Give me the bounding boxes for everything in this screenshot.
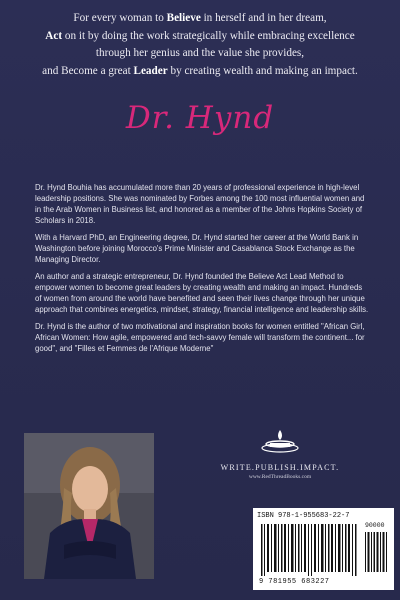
author-signature: Dr. Hynd — [125, 100, 275, 136]
quote-line-2 — [14, 28, 386, 46]
quote-keyword-act: Act — [45, 29, 63, 42]
quote-text: For every woman to — [73, 12, 167, 24]
quote-text: and Become a great — [42, 64, 134, 77]
publisher-block — [220, 428, 340, 480]
isbn-number: ISBN 978-1-955683-22-7 — [257, 512, 350, 520]
quote-keyword-leader: Leader — [133, 64, 168, 77]
publisher-logo-icon — [260, 428, 300, 454]
quote-text: by creating wealth and making an impact. — [167, 64, 358, 77]
author-bio — [35, 182, 369, 360]
quote-text: on it by doing the work strategically while embracing excellence — [62, 29, 355, 42]
bio-paragraph: An author and a strategic entrepreneur, Dr. Hynd founded the Believe Act Lead Method to empower women to become great leaders by creating wealth and making an impact. Hundreds of women from around the world have benefited and seen their lives change through her unique approach that combines energetics, mindset, strategy, financial intelligence and leadership skills. — [35, 272, 369, 314]
quote-line-3: through her genius and the value she provides, — [95, 47, 305, 59]
bio-paragraph: Dr. Hynd Bouhia has accumulated more than 20 years of professional experience in high-level leadership positions. She was nominated by Forbes among the 100 most influential women and in the Arab Women in Business list, and honored as a member of the Johns Hopkins Society of Scholars in 2018. — [35, 183, 365, 225]
bio-paragraph: Dr. Hynd is the author of two motivational and inspiration books for women entitled "African Girl, African Women: How agile, empowered and tech-savvy female will transform the continent... for good", and "Filles et Femmes de l'Afrique Moderne" — [35, 322, 365, 353]
quote-line-4 — [14, 63, 386, 81]
bio-paragraph: With a Harvard PhD, an Engineering degree, Dr. Hynd started her career at the World Bank in Washington before joining Morocco's Prime Minister and Casablanca Stock Exchange as the Managing Director. — [35, 233, 359, 264]
price-code: 90000 — [365, 522, 385, 529]
author-photo — [24, 433, 154, 579]
publisher-url: www.RedThreadBooks.com — [248, 474, 312, 480]
author-portrait-illustration — [24, 433, 154, 579]
barcode-number: 9 781955 683227 — [259, 578, 330, 586]
quote-keyword-believe: Believe — [166, 12, 201, 24]
quote-text: in herself and in her dream, — [200, 12, 327, 24]
isbn-barcode — [253, 508, 394, 590]
tagline-quote — [14, 10, 386, 80]
quote-line-1 — [14, 10, 386, 28]
publisher-tagline: WRITE.PUBLISH.IMPACT. — [220, 463, 340, 472]
